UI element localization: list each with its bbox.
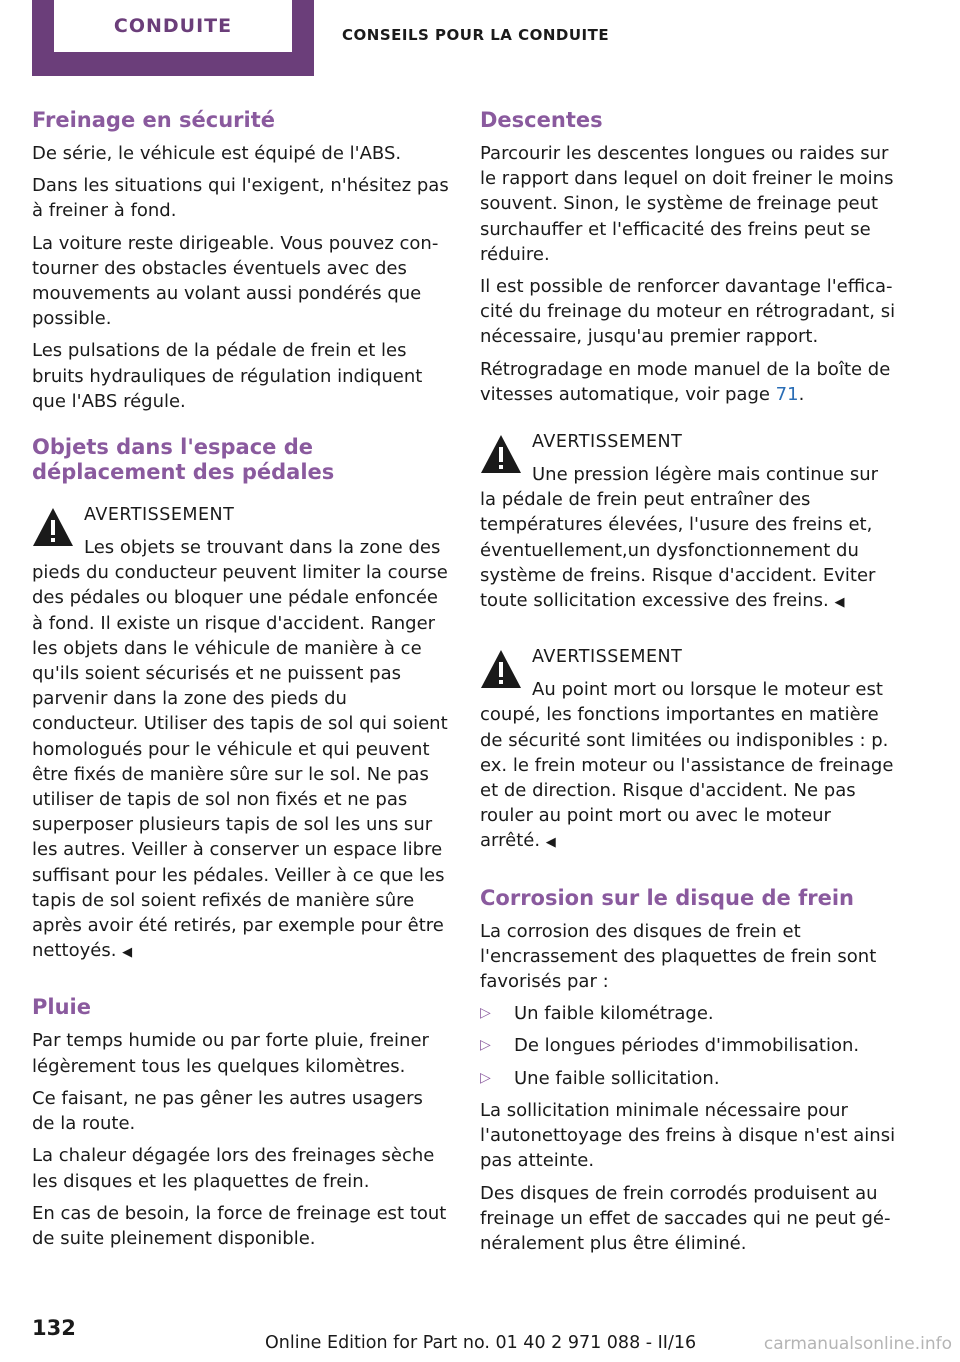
paragraph: Par temps humide ou par forte pluie, freiner légèrement tous les quelques kilomètres. (32, 1030, 429, 1077)
bullet-triangle-icon: ▷ (480, 1005, 491, 1022)
heading-corrosion: Corrosion sur le disque de frein (480, 885, 854, 910)
warning-title: AVERTISSEMENT (84, 505, 235, 526)
warning-text (480, 677, 896, 855)
chapter-tab[interactable] (32, 0, 314, 76)
list-item (480, 1001, 896, 1026)
paragraph: La sollicitation minimale nécessaire pour l'autonettoyage des freins à disque n'est ainsi pas atteinte. (480, 1099, 896, 1172)
paragraph: Il est possible de renforcer davantage l'efficacité du freinage du moteur en rétrogradant, si nécessaire, jusqu'au premier rapport. (480, 276, 896, 348)
list-item (480, 1066, 896, 1091)
heading-descentes: Descentes (480, 108, 603, 132)
left-column (32, 108, 450, 1258)
paragraph: Les pulsations de la pédale de frein et les bruits hydrauliques de régulation indiquent que l'ABS régule. (32, 340, 423, 412)
list-item-text: Un faible kilométrage. (514, 1003, 714, 1025)
paragraph: De série, le véhicule est équipé de l'ABS. (32, 143, 402, 164)
heading-pluie: Pluie (32, 995, 91, 1020)
chapter-tab-label: CONDUITE (54, 0, 292, 52)
paragraph: La voiture reste dirigeable. Vous pouvez contourner des obstacles éventuels avec des mouvements au volant aussi pondérés que possible. (32, 232, 439, 330)
page-number: 132 (32, 1316, 76, 1340)
text-span: . (798, 383, 805, 405)
paragraph: Parcourir les descentes longues ou raides sur le rapport dans lequel on doit freiner le moins souvent. Sinon, le système de freinage peut surchauffer et l'efficacité des freins peut se réduire. (480, 143, 894, 265)
warning-box (480, 645, 896, 855)
list-item-text: De longues périodes d'immobilisation. (514, 1035, 860, 1057)
warning-triangle-icon (480, 648, 522, 690)
paragraph: Ce faisant, ne pas gêner les autres usagers de la route. (32, 1087, 423, 1135)
warning-title: AVERTISSEMENT (532, 647, 683, 668)
list-item (480, 1033, 896, 1058)
warning-body: Les objets se trouvant dans la zone des pieds du conducteur peuvent limiter la course des pédales ou bloquer une pédale enfoncée à fond. Il existe un risque d'accident. Ranger les objets dans le véhicule de manière à ce qu'ils soient sécurisés et ne puissent pas parvenir dans la zone des pieds du conducteur. Utiliser des tapis de sol qui soient homologués pour le véhicule et qui peuvent être fixés de manière sûre sur le sol. Ne pas utiliser de tapis de sol non fixés et ne pas superposer plusieurs tapis de sol les uns sur les autres. Veiller à conserver un espace libre suffisant pour les pédales. Veiller à ce que les tapis de sol soient refixés de manière sûre après avoir été retirés, par exemple pour être nettoyés. (32, 537, 448, 962)
paragraph: La chaleur dégagée lors des freinages sèche les disques et les plaquettes de frein. (32, 1145, 435, 1192)
end-mark: ◀ (545, 835, 556, 851)
warning-triangle-icon (480, 433, 522, 475)
heading-freinage-securite: Freinage en sécurité (32, 108, 275, 132)
bullet-list (480, 1001, 896, 1091)
warning-text (480, 462, 896, 615)
paragraph: Dans les situations qui l'exigent, n'hésitez pas à freiner à fond. (32, 175, 449, 222)
heading-objets-pedales: Objets dans l'espace de déplacement des pédales (32, 435, 335, 485)
paragraph: La corrosion des disques de frein et l'encrassement des plaquettes de frein sont favorisés par : (480, 920, 877, 993)
text-span: Rétrogradage en mode manuel de la boîte de vitesses automatique, voir page (480, 358, 891, 405)
watermark: carmanualsonline.info (763, 1334, 952, 1354)
warning-title: AVERTISSEMENT (532, 432, 683, 453)
right-column (480, 108, 896, 1263)
warning-box (32, 503, 450, 965)
warning-box (480, 430, 896, 615)
end-mark: ◀ (834, 595, 845, 611)
warning-body: Une pression légère mais continue sur la pédale de frein peut entraîner des températures élevées, l'usure des freins et, éventuellement,un dysfonctionnement du système de freins. Risque d'accident. Eviter toute sollicitation excessive des freins. (480, 464, 878, 612)
bullet-triangle-icon: ▷ (480, 1069, 491, 1086)
warning-body: Au point mort ou lorsque le moteur est coupé, les fonctions importantes en matière de sécurité sont limitées ou indisponibles : p. ex. le frein moteur ou l'assistance de freinage et de direction. Risque d'accident. Ne pas rouler au point mort ou avec le moteur arrêté. (480, 679, 894, 852)
page-link[interactable]: 71 (775, 383, 799, 405)
warning-triangle-icon (32, 506, 74, 548)
paragraph (480, 357, 896, 407)
edition-footer: Online Edition for Part no. 01 40 2 971 088 - II/16 (265, 1333, 697, 1353)
end-mark: ◀ (122, 945, 133, 961)
bullet-triangle-icon: ▷ (480, 1037, 491, 1054)
section-title: CONSEILS POUR LA CONDUITE (342, 26, 610, 44)
paragraph: En cas de besoin, la force de freinage est tout de suite pleinement disponible. (32, 1202, 447, 1249)
warning-text (32, 535, 450, 965)
list-item-text: Une faible sollicitation. (514, 1067, 720, 1089)
paragraph: Des disques de frein corrodés produisent au freinage un effet de saccades qui ne peut généralement plus être éliminé. (480, 1182, 891, 1254)
